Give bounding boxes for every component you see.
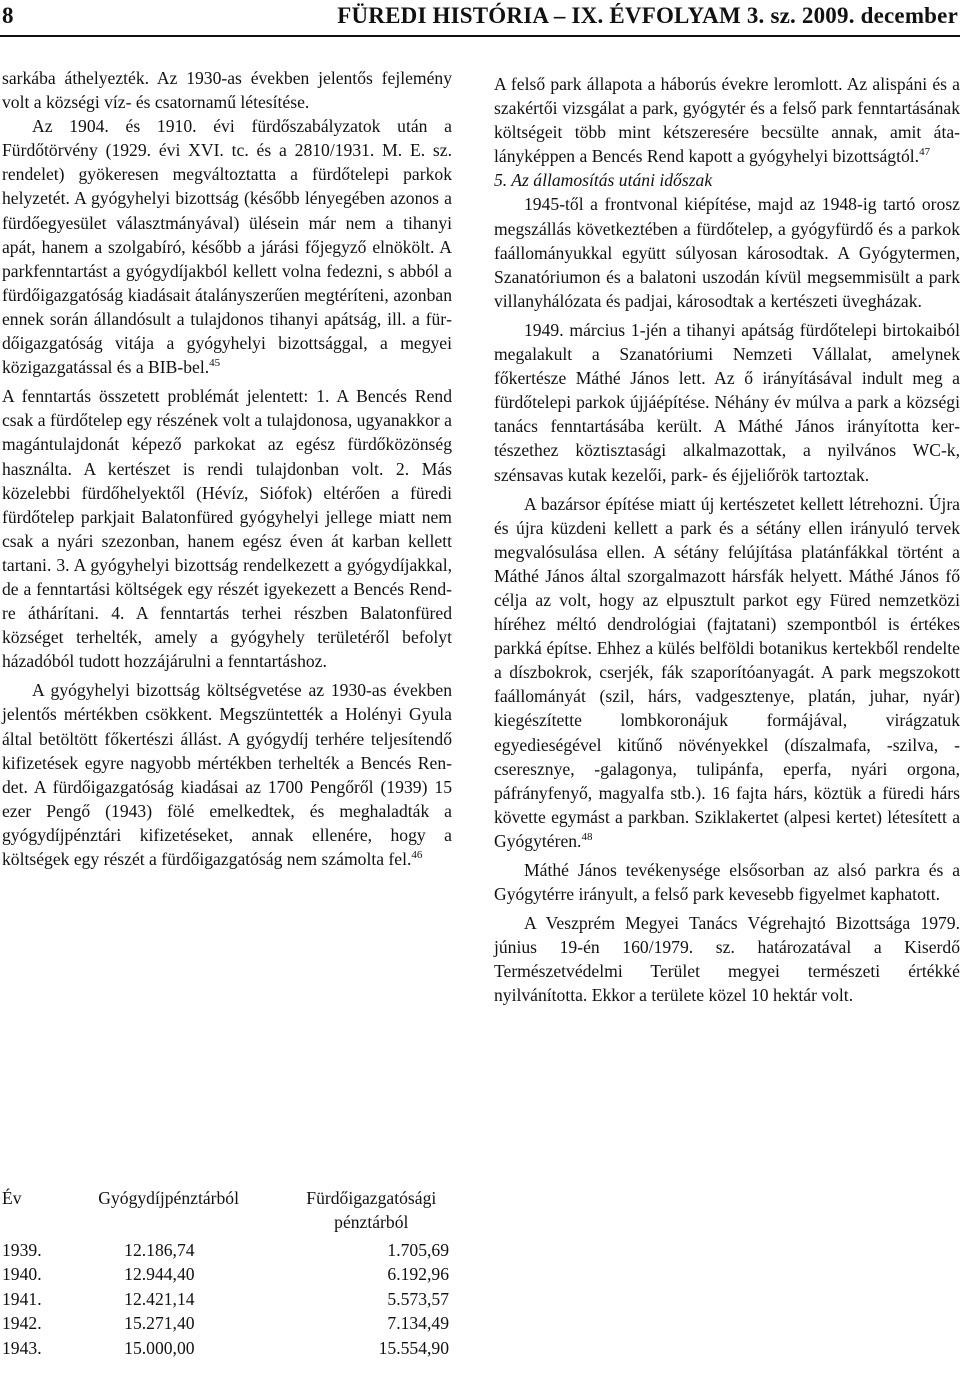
header-year: Év bbox=[2, 1188, 22, 1208]
paragraph: A Veszprém Megyei Tanács Végrehajtó Bizottsága 1979. június 19-én 160/1979. sz. határozatával a Kiserdő Természetvédelmi Terület megyei természeti értékké nyilvánította. Ekkor a területe közel 10 hektár volt. bbox=[494, 913, 960, 1006]
finance-table bbox=[2, 1186, 452, 1360]
paragraph: A gyógyhelyi bizottság költségvetése az 1930-as években jelentős mértékben csökkent. Megszüntették a Holényi Gyula által betöltött főkertészi állást. A gyógydíj terhére teljesítendő kifizetések egyre nagyobb mértékben terhelték a Bencés Rendet. A fürdőigazgatóság kiadásai az 1700 Pengőről (1939) 15 ezer Pengő (1943) fölé emelkedtek, és meghaladták a gyógydíjpénztári kifizetéseket, annak ellenére, hogy a költségek egy részét a fürdőigazgatóság nem számolta fel.$^{46}$ bbox=[2, 680, 452, 869]
paragraph: Az 1904. és 1910. évi fürdőszabályzatok után a Fürdőtörvény (1929. évi XVI. tc. és a 2810/1931. M. E. sz. rendelet) gyökeresen megváltoztatta a fürdőtelepi parkok helyzetét. A gyógyhelyi bizottság (később lényegében azonos a fürdőegyesület választmányával) ülésein már nem a tihanyi apát, hanem a szolgabíró, később a járási főjegyző elnökölt. A parkfenntartást a gyógydíjakból kellett volna fedezni, s abból a fürdőigazgatóság kiadásait átalányszerűen megtéríteni, azonban ennek során állandósult a tulajdonos tihanyi apátság, ill. a fürdőigazgatóság vitája a gyógyhelyi bizottsággal, a megyei közigazgatással és a BIB-bel.$^{45}$ bbox=[2, 116, 452, 378]
paragraph: 1945-től a frontvonal kiépítése, majd az 1948-ig tartó orosz megszállás következtében a fürdőtelep, a gyógyfürdő és a parkok faállományukkal együtt súlyosan károsodtak. A Gyógytermen, Szanatóriumon és a balatoni uszodán kívül megsemmisült a park villanyhálózata és padjai, károsodtak a kertészeti üvegházak. bbox=[494, 194, 960, 311]
page-number: 8 bbox=[2, 3, 14, 28]
header-directorate: Fürdőigazgatósági pénztárból bbox=[306, 1188, 437, 1232]
paragraph: Máthé János tevékenysége elsősorban az alsó parkra és a Gyógytérre irányult, a felső park kevesebb figyelmet kaphatott. bbox=[494, 860, 960, 905]
header-spa-fund: Gyógydíjpénztárból bbox=[98, 1188, 239, 1208]
left-column bbox=[2, 66, 452, 871]
paragraph: A bazársor építése miatt új kertészetet kellett létrehozni. Újra és újra küzdeni kellett a park és a sétány ellen irányuló tervek megvalósulása ellen. A sétány felújítása platánfákkal történt a Máthé János által szorgalmazott hársfák helyett. Máthé János fő célja az volt, hogy az elpusztult parkot egy Füred nemzetközi híréhez méltó dendrológiai (fajtatani) szempontból is értékes parkká építse. Ehhez a külés belföldi botanikus kertekből rendelte a díszbokrok, cserjék, fák szaporítóanyagát. A park megszokott faállományát (szil, hárs, vadgesztenye, platán, juhar, nyár) kiegészítette lombkoronájuk formájával, virágzatuk egyedieségével kitűnő növényekkel (díszalmafa, -szilva, -cseresznye, -galagonya, tulipánfa, eperfa, nyári orgona, páfrányfenyő, magyalfa stb.). 16 fajta hárs, köztük a füredi hárs követte egymást a parkban. Sziklakertet (alpesi kertet) létesített a Gyógytéren.$^{48}$ bbox=[494, 493, 960, 851]
paragraph: sarkába áthelyezték. Az 1930-as években jelentős fejlemény volt a községi víz- és csatornamű létesítése. bbox=[2, 68, 452, 113]
section-title: 5. Az államosítás utáni időszak bbox=[494, 170, 713, 191]
paragraph: 1949. március 1-jén a tihanyi apátság fürdőtelepi birtokaiból megalakult a Szanatóriumi Nemzeti Vállalat, amelynek főkertésze Máthé János lett. Az ő irányításával indult meg a fürdőtelepi parkok újjáépítése. Néhány év múlva a park a községi tanács fenntartásába került. A Máthé János irányította kertészethez köztisztasági alkalmazottak, a nyilvános WC-k, szénsavas kutak kezelői, park- és éjjeliőrök tartoztak. bbox=[494, 319, 960, 485]
paragraph: A felső park állapota a háborús évekre leromlott. Az alispáni és a szakértői vizsgálat a park, gyógytér és a felső park fenntartásának költségeit több mint kétszeresére becsülte annak, amit átalányképpen a Bencés Rend kapott a gyógyhelyi bizottságtól.$^{47}$ bbox=[494, 74, 960, 167]
footnote-ref: 47 bbox=[919, 146, 931, 159]
page-header bbox=[0, 0, 960, 40]
right-column bbox=[494, 72, 960, 1008]
table-row: 1939. 12.186,74 1.705,69 bbox=[2, 1240, 449, 1260]
footnote-ref: 48 bbox=[581, 831, 593, 844]
running-title: FÜREDI HISTÓRIA – IX. ÉVFOLYAM 3. sz. 2009. december bbox=[337, 3, 958, 28]
footnote-ref: 45 bbox=[209, 357, 221, 370]
paragraph: A fenntartás összetett problémát jelentett: 1. A Bencés Rend csak a fürdőtelep egy részének volt a tulajdonosa, ugyanakkor a magántulajdonát képező parkokat az egész fürdőközönség használta. A kertészet is rendi tulajdonban volt. 2. Más közelebbi fürdőhelyektől (Hévíz, Siófok) eltérően a füredi fürdőtelep parkjait Balatonfüred gyógyhelyi jellege miatt nem csak a nyári szezonban, hanem egész éven át karban kellett tartani. 3. A gyógyhelyi bizottság rendelkezett a gyógydíjakkal, de a fenntartási költségek egy részét igyekezett a Bencés Rendre áthárítani. 4. A fenntartás terhei részben Balatonfüred községet terhelték, amely a gyógyhely területéről befolyt házadóból tudott hozzájárulni a fenntartáshoz. bbox=[2, 386, 452, 672]
table-row: 1940. 12.944,40 6.192,96 bbox=[2, 1264, 449, 1285]
table-header-row bbox=[2, 1186, 452, 1238]
table-row: 1942. 15.271,40 7.134,49 bbox=[2, 1313, 449, 1334]
header-rule bbox=[0, 35, 960, 37]
table-row: 1941. 12.421,14 5.573,57 bbox=[2, 1288, 449, 1309]
footnote-ref: 46 bbox=[411, 849, 423, 862]
table-row: 1943. 15.000,00 15.554,90 bbox=[2, 1337, 449, 1358]
